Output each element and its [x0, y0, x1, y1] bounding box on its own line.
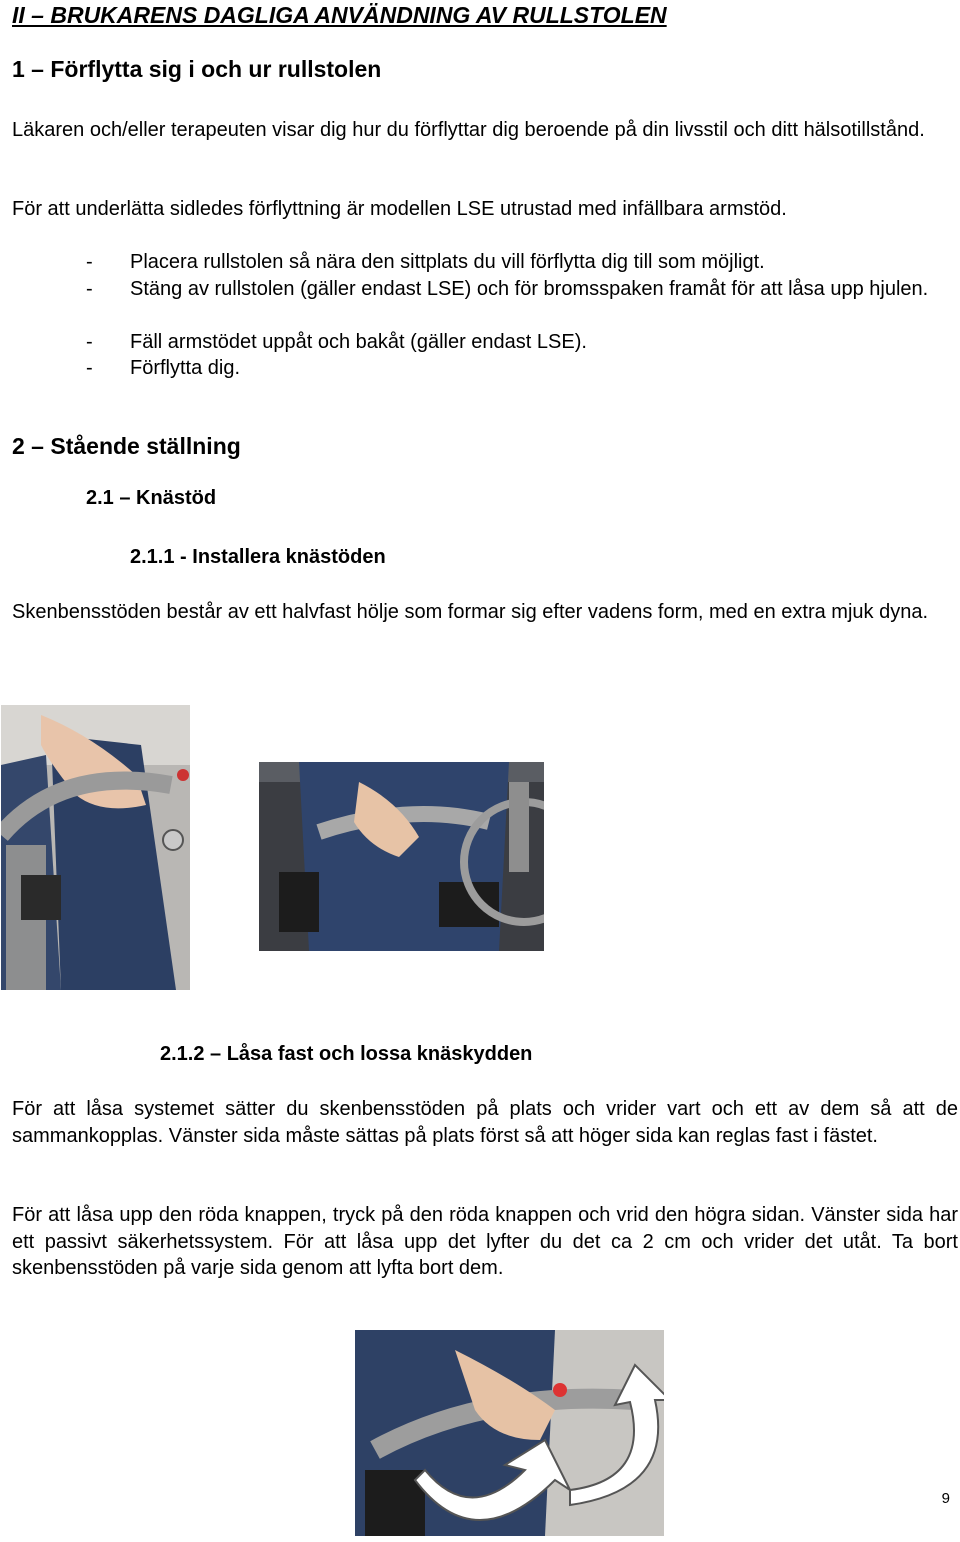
list-item-text: Fäll armstödet uppåt och bakåt (gäller endast LSE). [130, 331, 587, 353]
photo-knee-support-front [259, 762, 544, 951]
paragraph-lse: För att underlätta sidledes förflyttning är modellen LSE utrustad med infällbara armstöd. [12, 198, 787, 220]
photo-knee-support-side [1, 705, 190, 990]
page-number: 9 [941, 1490, 950, 1507]
heading-lock-knee-guard: 2.1.2 – Låsa fast och lossa knäskydden [160, 1043, 533, 1065]
list-item [86, 276, 958, 329]
list-item-text: Stäng av rullstolen (gäller endast LSE) och för bromsspaken framåt för att låsa upp hjulen. [130, 278, 929, 300]
bullet-dash: - [86, 331, 93, 353]
heading-standing: 2 – Stående ställning [12, 433, 241, 459]
list-item [86, 329, 958, 356]
paragraph-intro: Läkaren och/eller terapeuten visar dig hur du förflyttar dig beroende på din livsstil och ditt hälsotillstånd. [12, 119, 925, 141]
paragraph-shin-support: Skenbensstöden består av ett halvfast hölje som formar sig efter vadens form, med en extra mjuk dyna. [12, 601, 929, 623]
photo-lock-rotation [355, 1330, 664, 1536]
list-item [86, 249, 958, 276]
heading-knee-support: 2.1 – Knästöd [86, 487, 217, 509]
list-item-text: Placera rullstolen så nära den sittplats du vill förflytta dig till som möjligt. [130, 251, 765, 273]
section-title: II – BRUKARENS DAGLIGA ANVÄNDNING AV RULLSTOLEN [12, 2, 667, 28]
bullet-dash: - [86, 357, 93, 379]
bullet-dash: - [86, 278, 93, 300]
list-item-text: Förflytta dig. [130, 357, 241, 379]
list-item [86, 355, 958, 382]
heading-install-knee-support: 2.1.1 - Installera knästöden [130, 546, 386, 568]
paragraph-lock-system: För att låsa systemet sätter du skenbensstöden på plats och vrider vart och ett av dem så att de sammankopplas. Vänster sida måste sättas på plats först så att höger sida kan reglas fast i fästet. [12, 1098, 958, 1147]
heading-transfer: 1 – Förflytta sig i och ur rullstolen [12, 56, 382, 82]
paragraph-unlock: För att låsa upp den röda knappen, tryck på den röda knappen och vrid den högra sidan. Vänster sida har ett passivt säkerhetssystem. För att låsa upp det lyfter du det ca 2 cm och vrider det utåt. Ta bort skenbensstöden på varje sida genom att lyfta bort dem. [12, 1204, 958, 1279]
bullet-dash: - [86, 251, 93, 273]
